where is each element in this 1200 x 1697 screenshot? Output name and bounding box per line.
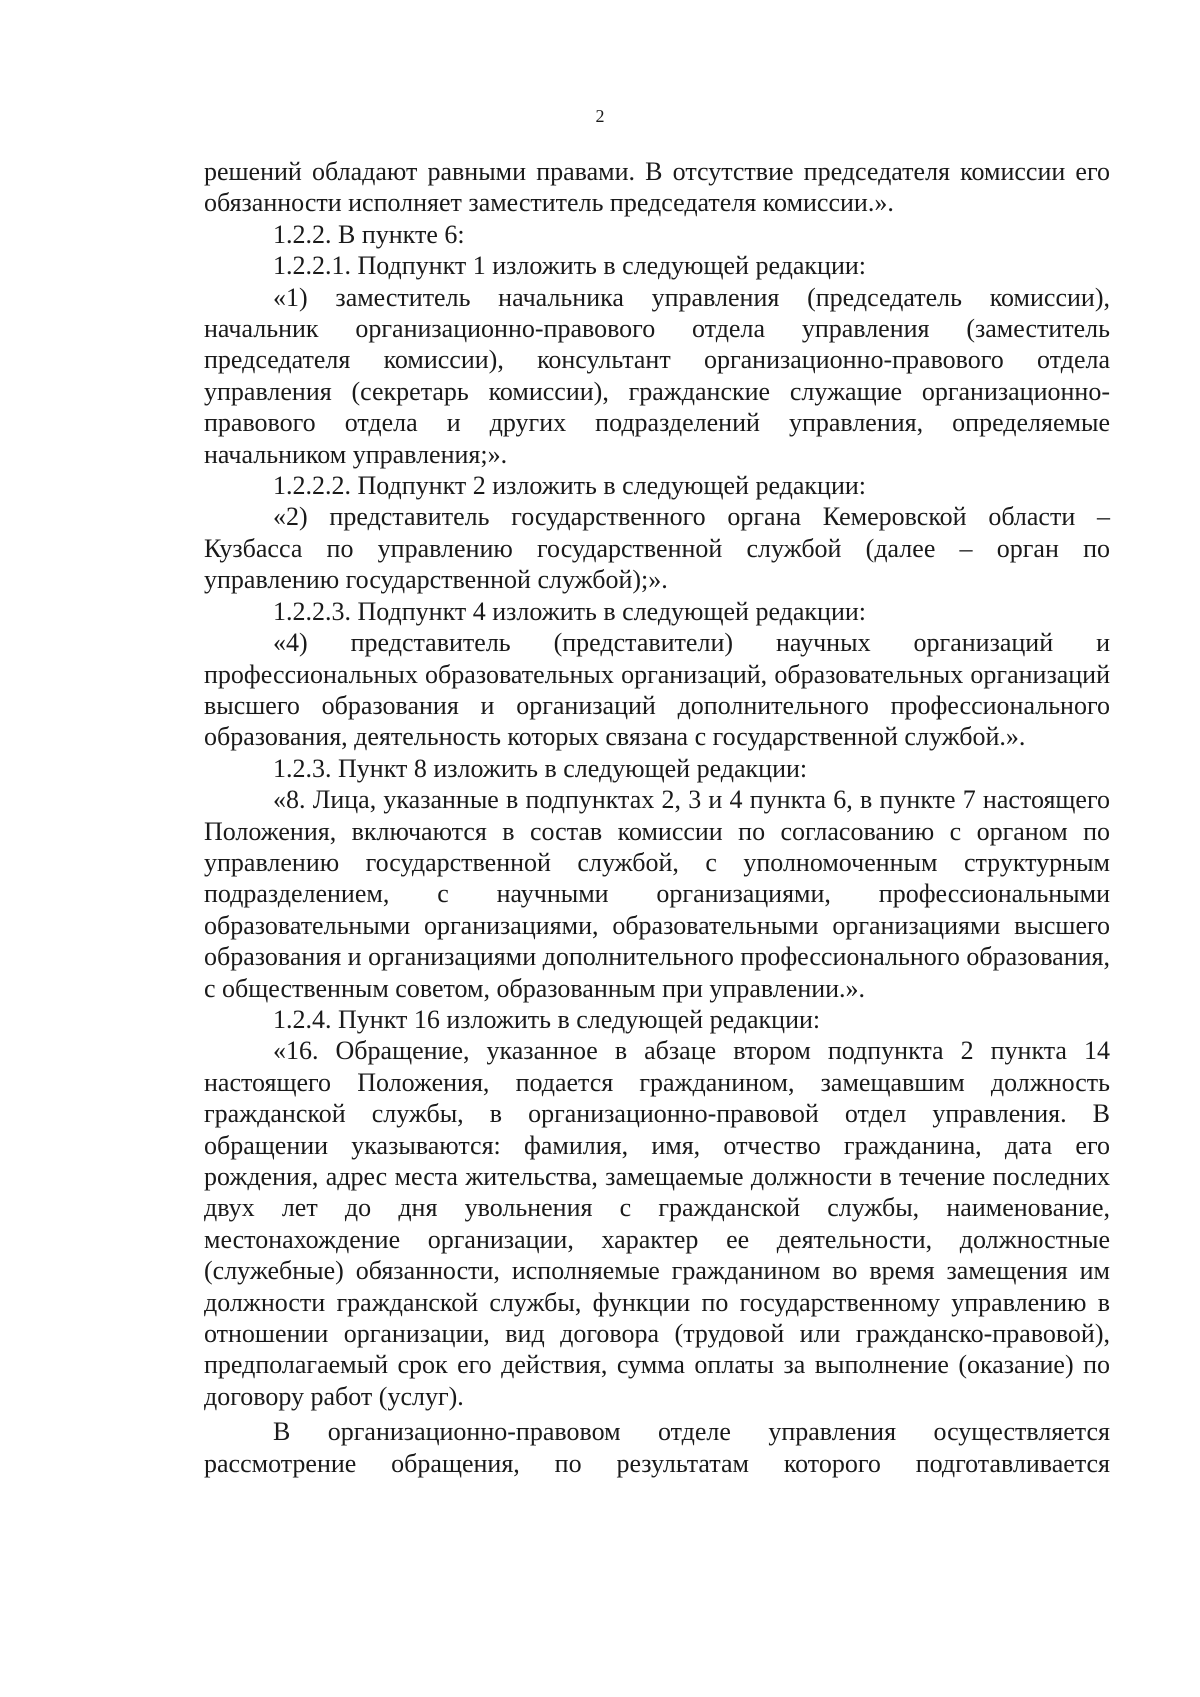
paragraph-item-1-2-2-2: 1.2.2.2. Подпункт 2 изложить в следующей редакции: <box>273 471 867 501</box>
paragraph-item-1-2-3: 1.2.3. Пункт 8 изложить в следующей редакции: <box>273 753 808 783</box>
page-number: 2 <box>595 106 605 126</box>
paragraph-point-8-text: «8. Лица, указанные в подпунктах 2, 3 и 4 пункта 6, в пункте 7 настоящего Положения, включаются в состав комиссии по согласованию с органом по управлению государственной службой, с уполномоченным структурным подразделением, с научными организациями, профессиональными образовательными организациями, образовательными организациями высшего образования и организациями дополнительного профессионального образования, с общественным советом, образованным при управлении.». <box>204 785 1110 1003</box>
paragraph-item-1-2-2: 1.2.2. В пункте 6: <box>273 219 465 249</box>
paragraph-subitem-4-text: «4) представитель (представители) научных организаций и профессиональных образовательных организаций, образовательных организаций высшего образования и организаций дополнительного профессионального образования, деятельность которых связана с государственной службой.». <box>204 628 1110 752</box>
document-body <box>204 156 1110 1479</box>
paragraph-continuation: решений обладают равными правами. В отсутствие председателя комиссии его обязанности исполняет заместитель председателя комиссии.». <box>204 157 1110 218</box>
paragraph-item-1-2-2-3: 1.2.2.3. Подпункт 4 изложить в следующей редакции: <box>273 596 867 626</box>
paragraph-subitem-1-text: «1) заместитель начальника управления (председатель комиссии), начальник организационно-правового отдела управления (заместитель председателя комиссии), консультант организационно-правового отдела управления (секретарь комиссии), гражданские служащие организационно-правового отдела и других подразделений управления, определяемые начальником управления;». <box>204 282 1110 469</box>
paragraph-item-1-2-2-1: 1.2.2.1. Подпункт 1 изложить в следующей редакции: <box>273 251 867 281</box>
paragraph-point-16-text: «16. Обращение, указанное в абзаце втором подпункта 2 пункта 14 настоящего Положения, подается гражданином, замещавшим должность гражданской службы, в организационно-правовой отдел управления. В обращении указываются: фамилия, имя, отчество гражданина, дата его рождения, адрес места жительства, замещаемые должности в течение последних двух лет до дня увольнения с гражданской службы, наименование, местонахождение организации, характер ее деятельности, должностные (служебные) обязанности, исполняемые гражданином во время замещения им должности гражданской службы, функции по государственному управлению в отношении организации, вид договора (трудовой или гражданско-правовой), предполагаемый срок его действия, сумма оплаты за выполнение (оказание) по договору работ (услуг). <box>204 1036 1110 1411</box>
paragraph-subitem-2-text: «2) представитель государственного органа Кемеровской области – Кузбасса по управлению государственной службой (далее – орган по управлению государственной службой);». <box>204 502 1110 595</box>
paragraph-review-text: В организационно-правовом отделе управления осуществляется рассмотрение обращения, по результатам которого подготавливается <box>204 1417 1110 1478</box>
paragraph-item-1-2-4: 1.2.4. Пункт 16 изложить в следующей редакции: <box>273 1004 821 1034</box>
